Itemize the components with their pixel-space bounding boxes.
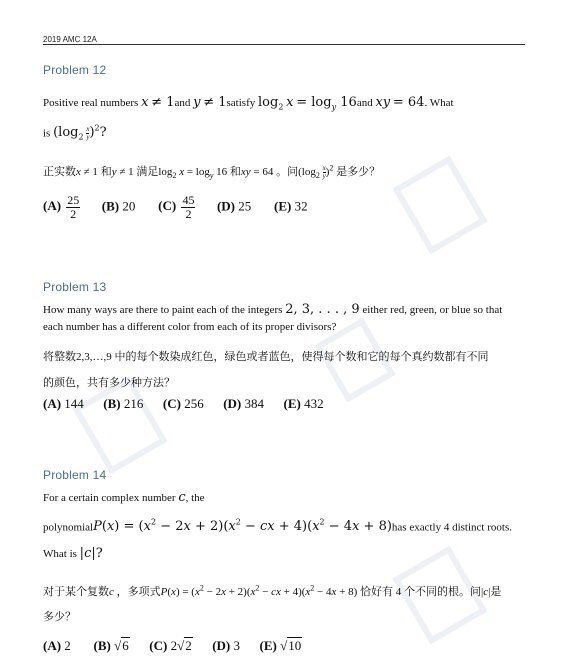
choice-e[interactable]: (E) 32 xyxy=(273,198,308,214)
choice-a[interactable]: (A) 2 xyxy=(43,638,71,653)
problem-13-text-line2: each number has a different color from each of its proper divisors? xyxy=(43,321,337,333)
choice-b[interactable]: (B) 216 xyxy=(103,396,144,411)
problem-12-choices xyxy=(43,194,308,221)
choice-a[interactable]: (A) $\frac{25}{2}$ xyxy=(43,193,80,221)
choice-b[interactable]: (B) √6 xyxy=(93,638,129,653)
problem-13-zh-line1: 将整数2,3,…,9 中的每个数染成红色，绿色或者蓝色，使得每个数和它的每个真约数都有不同 xyxy=(43,351,489,363)
choice-e[interactable]: (E) √10 xyxy=(259,638,302,653)
problem-12-title: Problem 12 xyxy=(43,63,107,77)
problem-14-text-line2: polynomialP(x) = $(x^2 - 2x + 2)(x^2$ − cx + $4)(x^2 - 4x + 8)has$ exactly 4 distinct roots. xyxy=(43,518,512,535)
problem-14-zh-line1: 对于某个复数c ，多项式$P(x) = (x^2 - 2x + 2)(x^2$ − cx + $4)(x^2 - 4x + 8)$ 恰好有 4 个不同的根。问|c|是 xyxy=(43,583,502,598)
problem-14-choices xyxy=(43,638,302,654)
choice-c[interactable]: (C) 256 xyxy=(162,396,204,411)
choice-b[interactable]: (B) 20 xyxy=(101,198,136,214)
choice-c[interactable]: (C) $\frac{45}{2}$ xyxy=(158,193,195,221)
choice-a[interactable]: (A) 144 xyxy=(43,396,84,411)
choice-d[interactable]: (D) 384 xyxy=(223,396,264,411)
problem-13-choices xyxy=(43,396,324,412)
problem-12-zh-text: 正实数x ≠ 1 和y ≠ 1 满足$\log_2 x = \log_y 16$ 和xy = 64 。问($\log_2$ $\frac{x}{y})^2$ 是多少？ xyxy=(43,163,381,181)
page-header: 2019 AMC 12A xyxy=(43,35,97,44)
choice-c[interactable]: (C) 2√2 xyxy=(149,638,192,653)
header-rule xyxy=(43,44,525,45)
problem-14-zh-line2: 多少？ xyxy=(43,611,76,623)
choice-d[interactable]: (D) 3 xyxy=(212,638,241,653)
choice-e[interactable]: (E) 432 xyxy=(283,396,324,411)
problem-12-text-line1: Positive real numbers x ≠ 1and y ≠ 1satisfy $\log_2 x = \log_y 16and$ xy = 64. What xyxy=(43,95,454,112)
choice-d[interactable]: (D) 25 xyxy=(216,198,252,214)
problem-13-title: Problem 13 xyxy=(43,280,107,294)
problem-13-zh-line2: 的颜色，共有多少种方法？ xyxy=(43,377,175,389)
problem-14-text-line1: For a certain complex number c, the xyxy=(43,490,205,505)
problem-13-text-line1: How many ways are there to paint each of the integers 2, 3, . . . , 9 either red, green, or blue so that xyxy=(43,302,503,317)
problem-14-text-line3: What is |c|? xyxy=(43,546,103,561)
problem-12-text-line2: is ($\log_2$ $\frac{x}{y})^2$? xyxy=(43,124,107,142)
problem-14-title: Problem 14 xyxy=(43,468,107,482)
